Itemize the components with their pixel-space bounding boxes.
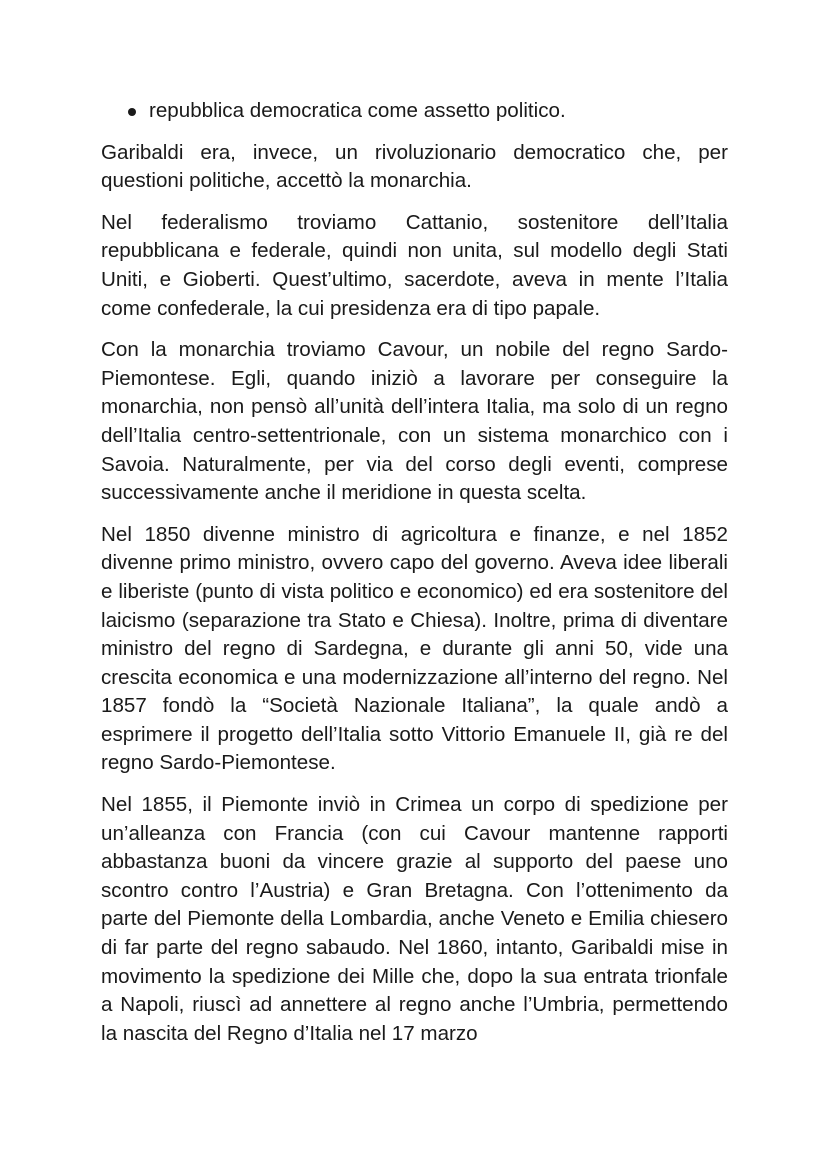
bullet-dot-icon xyxy=(128,108,136,116)
bullet-text: repubblica democratica come assetto politico. xyxy=(149,99,566,122)
paragraph-federalismo: Nel federalismo troviamo Cattanio, sostenitore dell’Italia repubblicana e federale, quindi non unita, sul modello degli Stati Uniti, e Gioberti. Quest’ultimo, sacerdote, aveva in mente l’Italia come confederale, la cui presidenza era di tipo papale. xyxy=(101,210,728,320)
paragraph-cavour-ministro: Nel 1850 divenne ministro di agricoltura e finanze, e nel 1852 divenne primo ministro, ovvero capo del governo. Aveva idee liberali e liberiste (punto di vista politico e economico) ed era sostenitore del laicismo (separazione tra Stato e Chiesa). Inoltre, prima di diventare ministro del regno di Sardegna, e durante gli anni 50, vide una crescita economica e una modernizzazione all’interno del regno. Nel 1857 fondò la “Società Nazionale Italiana”, la quale andò a esprimere il progetto dell’Italia sotto Vittorio Emanuele II, già re del regno Sardo-Piemontese. xyxy=(101,522,728,775)
paragraph-garibaldi: Garibaldi era, invece, un rivoluzionario democratico che, per questioni politiche, accettò la monarchia. xyxy=(101,140,728,193)
document-page xyxy=(101,97,728,1061)
bullet-list-item xyxy=(101,97,728,126)
paragraph-monarchia-cavour: Con la monarchia troviamo Cavour, un nobile del regno Sardo-Piemontese. Egli, quando iniziò a lavorare per conseguire la monarchia, non pensò all’unità dell’intera Italia, ma solo di un regno dell’Italia centro-settentrionale, con un sistema monarchico con i Savoia. Naturalmente, per via del corso degli eventi, comprese successivamente anche il meridione in questa scelta. xyxy=(101,338,728,505)
paragraph-crimea: Nel 1855, il Piemonte inviò in Crimea un corpo di spedizione per un’alleanza con Francia (con cui Cavour mantenne rapporti abbastanza buoni da vincere grazie al supporto del paese uno scontro contro l’Austria) e Gran Bretagna. Con l’ottenimento da parte del Piemonte della Lombardia, anche Veneto e Emilia chiesero di far parte del regno sabaudo. Nel 1860, intanto, Garibaldi mise in movimento la spedizione dei Mille che, dopo la sua entrata trionfale a Napoli, riuscì ad annettere al regno anche l’Umbria, permettendo la nascita del Regno d’Italia nel 17 marzo xyxy=(101,793,728,1045)
